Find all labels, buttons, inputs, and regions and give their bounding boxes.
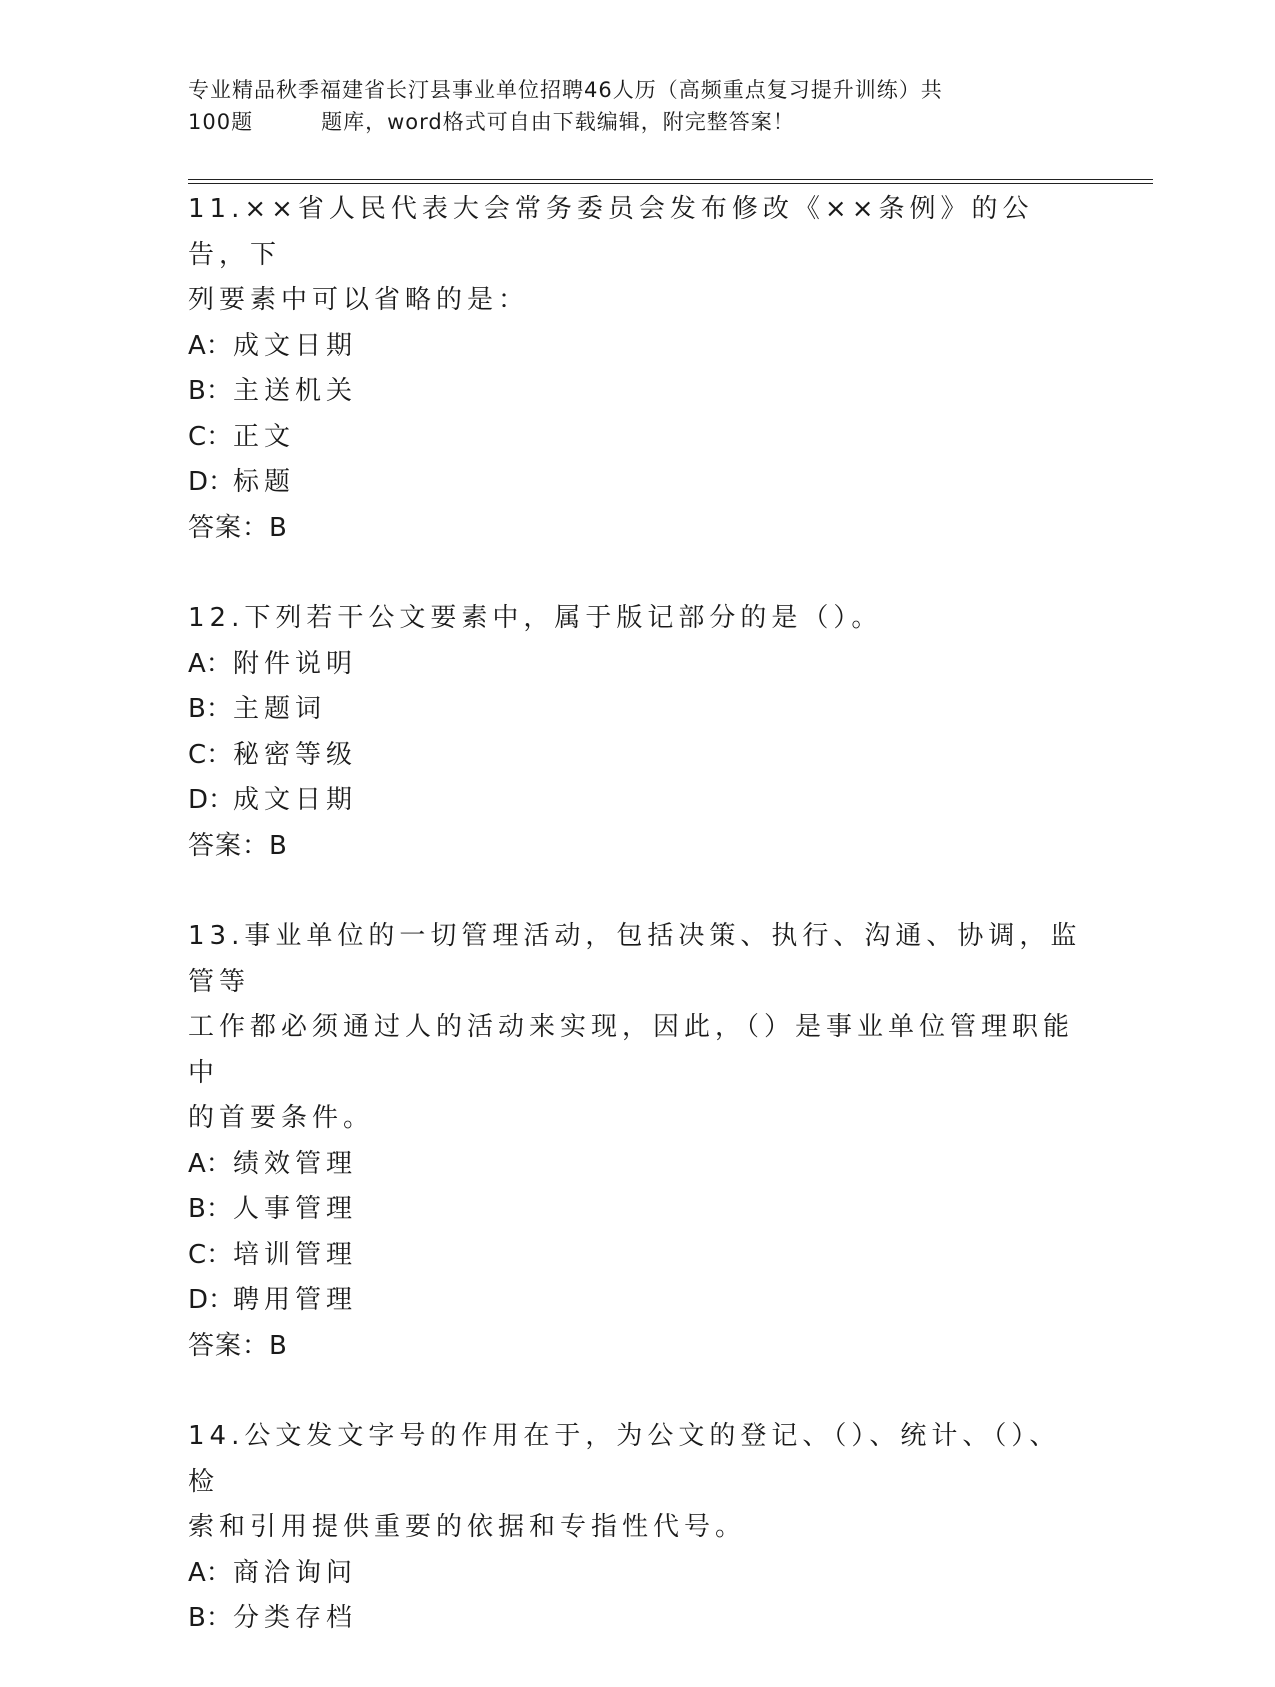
question-text-line: 列要素中可以省略的是： (188, 285, 530, 315)
option-d: D：成文日期 (188, 785, 358, 815)
question-11 (188, 187, 1088, 551)
answer-line: 答案：B (188, 830, 288, 861)
answer-line: 答案：B (188, 1330, 288, 1361)
question-text-line: 13.事业单位的一切管理活动，包括决策、执行、沟通、协调，监管等 (188, 921, 1082, 997)
question-list (188, 187, 1088, 1687)
option-d: D：标题 (188, 467, 296, 497)
option-c: C：正文 (188, 421, 296, 452)
header-line-2 (188, 106, 1088, 138)
header-divider-top (188, 179, 1153, 180)
option-a: A：成文日期 (188, 330, 358, 361)
question-12 (188, 596, 1088, 869)
option-c: C：秘密等级 (188, 739, 358, 770)
option-c: C：培训管理 (188, 1239, 358, 1270)
header-description: 题库，word格式可自由下载编辑，附完整答案！ (321, 110, 795, 134)
document-header (188, 74, 1088, 138)
option-b: B：主送机关 (188, 376, 358, 406)
option-b: B：分类存档 (188, 1603, 358, 1633)
option-b: B：主题词 (188, 694, 327, 724)
option-d: D：聘用管理 (188, 1285, 358, 1315)
question-text-line: 索和引用提供重要的依据和专指性代号。 (188, 1512, 747, 1542)
answer-line: 答案：B (188, 512, 288, 543)
question-text-line: 14.公文发文字号的作用在于，为公文的登记、（）、统计、（）、检 (188, 1421, 1061, 1497)
question-text-line: 12.下列若干公文要素中，属于版记部分的是（）。 (188, 603, 883, 633)
question-text-line: 工作都必须通过人的活动来实现，因此，（）是事业单位管理职能中 (188, 1012, 1075, 1088)
header-count: 100题 (188, 110, 254, 134)
question-text-line: 11.××省人民代表大会常务委员会发布修改《××条例》的公告，下 (188, 194, 1034, 270)
question-13 (188, 914, 1088, 1369)
option-a: A：商洽询问 (188, 1557, 358, 1588)
option-a: A：绩效管理 (188, 1148, 358, 1179)
option-a: A：附件说明 (188, 648, 358, 679)
question-text-line: 的首要条件。 (188, 1103, 375, 1133)
header-line-1: 专业精品秋季福建省长汀县事业单位招聘46人历（高频重点复习提升训练）共 (188, 78, 943, 102)
question-14 (188, 1414, 1088, 1642)
option-b: B：人事管理 (188, 1194, 358, 1224)
header-divider-bottom (188, 183, 1153, 184)
